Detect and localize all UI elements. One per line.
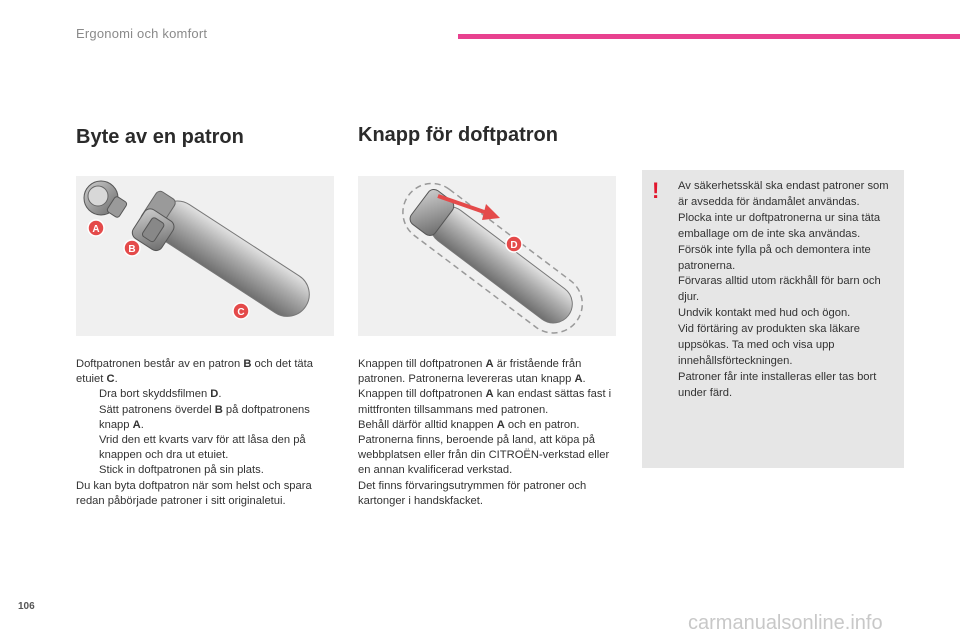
step-insert: Stick in doftpatronen på sin plats. [99, 464, 264, 477]
cartridge-button-illustration [358, 176, 616, 336]
callout-label-c [233, 303, 249, 319]
warning-line: Undvik kontakt med hud och ögon. [678, 307, 851, 320]
paragraph-3: Behåll därför alltid knappen A och en patron. [358, 418, 580, 431]
cartridge-button-text [358, 357, 620, 509]
intro-paragraph: Doftpatronen består av en patron B och det täta etuiet C. [76, 358, 313, 386]
warning-line: Patroner får inte installeras eller tas bort under färd. [678, 370, 877, 399]
cartridge-replacement-illustration [76, 176, 334, 336]
callout-label-b [124, 240, 140, 256]
svg-text:D: D [510, 240, 518, 251]
exclamation-icon: ! [652, 178, 660, 203]
paragraph-5: Det finns förvaringsutrymmen för patroner och kartonger i handskfacket. [358, 479, 587, 507]
heading-cartridge-button: Knapp för doftpatron [358, 124, 558, 146]
warning-line: Vid förtäring av produkten ska läkare uppsökas. Ta med och visa upp innehållsförteckningen. [678, 323, 861, 367]
svg-text:C: C [237, 307, 245, 318]
watermark: carmanualsonline.info [688, 612, 883, 634]
heading-cartridge-replacement: Byte av en patron [76, 126, 244, 148]
page-number: 106 [18, 601, 35, 612]
warning-line: Av säkerhetsskäl ska endast patroner som är avsedda för ändamålet användas. [678, 180, 889, 208]
outro-paragraph: Du kan byta doftpatron när som helst och spara redan påbörjade patroner i sitt originaletui. [76, 479, 312, 507]
svg-text:A: A [92, 224, 100, 235]
paragraph-1: Knappen till doftpatronen A är fristående från patronen. Patronerna levereras utan knapp A. [358, 358, 586, 386]
paragraph-2: Knappen till doftpatronen A kan endast sättas fast i mittfronten tillsammans med patronen. [358, 388, 612, 416]
svg-text:B: B [128, 244, 136, 255]
warning-text [678, 179, 894, 402]
fragrance-knob [84, 181, 128, 218]
step-remove-film: Dra bort skyddsfilmen D. [99, 388, 222, 401]
warning-line: Plocka inte ur doftpatronerna ur sina täta emballage om de inte ska användas. [678, 211, 881, 240]
warning-line: Förvaras alltid utom räckhåll för barn och djur. [678, 275, 881, 304]
cartridge-tube [407, 187, 581, 332]
header-accent-bar [458, 34, 960, 39]
callout-label-d [506, 236, 522, 252]
cartridge-replacement-text [76, 357, 338, 509]
warning-line: Försök inte fylla på och demontera inte patronerna. [678, 243, 871, 272]
paragraph-4: Patronerna finns, beroende på land, att köpa på webbplatsen eller från din CITROËN-verkstad eller en annan kvalificerad verkstad. [358, 434, 610, 477]
section-title: Ergonomi och komfort [76, 26, 208, 41]
step-turn-and-pull: Vrid den ett kvarts varv för att låsa den på knappen och dra ut etuiet. [99, 434, 306, 462]
cartridge-tube [137, 186, 318, 325]
callout-label-a [88, 220, 104, 236]
step-attach-top: Sätt patronens överdel B på doftpatronens knapp A. [99, 403, 310, 431]
